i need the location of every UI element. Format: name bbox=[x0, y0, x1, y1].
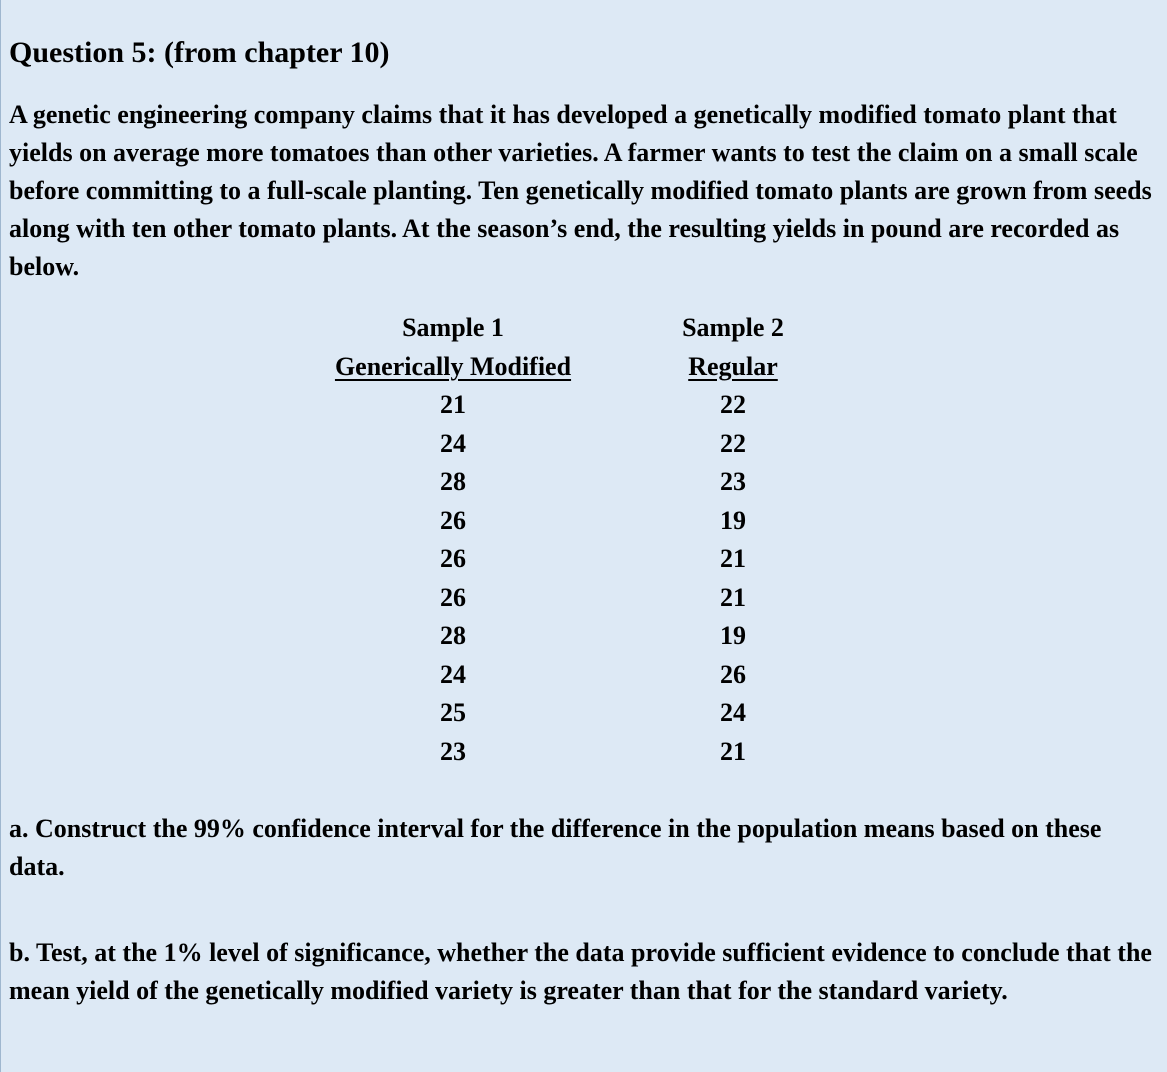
sample-2-column bbox=[533, 309, 933, 771]
question-part-a: a. Construct the 99% confidence interval for the difference in the population means based on these data. bbox=[9, 814, 1102, 881]
sample-2-value: 21 bbox=[720, 544, 746, 573]
sample-2-value: 26 bbox=[720, 659, 746, 689]
sample-1-value: 26 bbox=[440, 505, 466, 535]
sample-1-value: 25 bbox=[440, 698, 466, 727]
sample-1-value: 28 bbox=[440, 621, 466, 650]
sample-1-value: 21 bbox=[440, 390, 466, 419]
sample-2-heading: Sample 2 bbox=[682, 313, 784, 342]
question-intro: A genetic engineering company claims that it has developed a genetically modified tomato plant that yields on average more tomatoes than other varieties. A farmer wants to test the claim on a small scale before committing to a full-scale planting. Ten genetically modified tomato plants are grown from seeds along with ten other tomato plants. At the season’s end, the resulting yields in pound are recorded as below. bbox=[9, 100, 1152, 281]
sample-2-subheading: Regular bbox=[688, 351, 778, 381]
sample-1-value: 26 bbox=[440, 582, 466, 612]
sample-2-value: 22 bbox=[720, 428, 746, 458]
sample-2-value: 24 bbox=[720, 698, 746, 727]
sample-1-value: 24 bbox=[440, 659, 466, 689]
sample-1-value: 26 bbox=[440, 544, 466, 573]
sample-2-value: 21 bbox=[720, 736, 746, 766]
sample-2-value: 19 bbox=[720, 621, 746, 650]
sample-2-value: 21 bbox=[720, 582, 746, 612]
sample-1-value: 24 bbox=[440, 428, 466, 458]
sample-1-subheading: Generically Modified bbox=[334, 351, 572, 381]
sample-1-value: 23 bbox=[440, 736, 466, 766]
sample-2-value: 23 bbox=[720, 467, 746, 496]
question-part-b: b. Test, at the 1% level of significance, whether the data provide sufficient evidence to conclude that the mean yield of the genetically modified variety is greater than that for the standard variety. bbox=[9, 938, 1152, 1005]
question-title: Question 5: (from chapter 10) bbox=[9, 36, 390, 69]
sample-1-heading: Sample 1 bbox=[402, 313, 504, 342]
sample-2-value: 19 bbox=[720, 505, 746, 535]
sample-2-value: 22 bbox=[720, 390, 746, 419]
sample-1-value: 28 bbox=[440, 467, 466, 496]
